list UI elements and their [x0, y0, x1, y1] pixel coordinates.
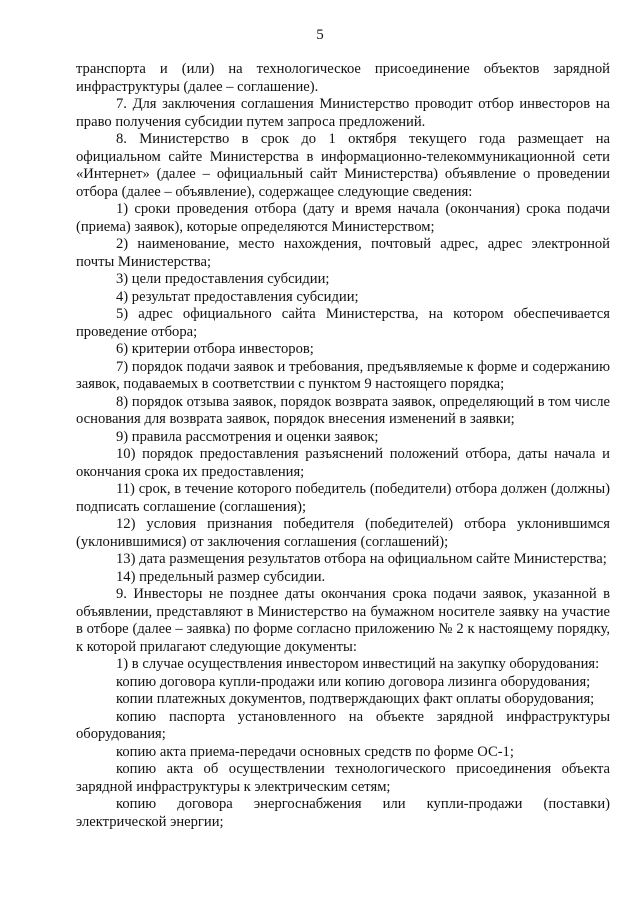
paragraph: 7) порядок подачи заявок и требования, предъявляемые к форме и содержанию заявок, подаваемых в соответствии с пунктом 9 настоящего порядка; — [76, 358, 610, 392]
paragraph: 6) критерии отбора инвесторов; — [116, 341, 314, 357]
paragraph: 1) сроки проведения отбора (дату и время начала (окончания) срока подачи (приема) заявок), которые определяются Министерством; — [76, 201, 610, 235]
paragraph: 13) дата размещения результатов отбора на официальном сайте Министерства; — [116, 551, 607, 567]
paragraph: 9) правила рассмотрения и оценки заявок; — [116, 428, 379, 445]
paragraph: 9. Инвесторы не позднее даты окончания срока подачи заявок, указанной в объявлении, представляют в Министерство на бумажном носителе заявку на участие в отборе (далее – заявка) по форме согласно приложению № 2 к настоящему порядку, к которой прилагают следующие документы: — [76, 586, 610, 655]
page-number: 5 — [316, 27, 324, 43]
paragraph: копию договора энергоснабжения или купли-продажи (поставки) электрической энергии; — [76, 796, 610, 830]
paragraph: копии платежных документов, подтверждающих факт оплаты оборудования; — [116, 691, 595, 707]
paragraph: 14) предельный размер субсидии. — [116, 568, 326, 585]
paragraph: 7. Для заключения соглашения Министерство проводит отбор инвесторов на право получения субсидии путем запроса предложений. — [76, 96, 610, 130]
paragraph: 12) условия признания победителя (победителей) отбора уклонившимся (уклонившимися) от заключения соглашения (соглашений); — [76, 516, 610, 550]
paragraph: 4) результат предоставления субсидии; — [116, 288, 359, 305]
paragraph: 3) цели предоставления субсидии; — [116, 271, 330, 287]
paragraph: копию акта об осуществлении технологического присоединения объекта зарядной инфраструктуры к электрическим сетям; — [76, 761, 610, 795]
paragraph: 10) порядок предоставления разъяснений положений отбора, даты начала и окончания срока их предоставления; — [76, 446, 610, 480]
paragraph: копию договора купли-продажи или копию договора лизинга оборудования; — [116, 673, 591, 690]
paragraph: копию акта приема-передачи основных средств по форме ОС-1; — [116, 743, 514, 760]
paragraph: 1) в случае осуществления инвестором инвестиций на закупку оборудования: — [116, 656, 600, 672]
paragraph: 11) срок, в течение которого победитель (победители) отбора должен (должны) подписать соглашение (соглашения); — [76, 481, 610, 515]
paragraph: копию паспорта установленного на объекте зарядной инфраструктуры оборудования; — [76, 708, 610, 742]
paragraph: 8) порядок отзыва заявок, порядок возврата заявок, определяющий в том числе основания для возврата заявок, порядок внесения изменений в заявки; — [76, 393, 610, 427]
document-body — [76, 61, 610, 831]
paragraph: 8. Министерство в срок до 1 октября текущего года размещает на официальном сайте Министерства в информационно-телекоммуникационной сети «Интернет» (далее – официальный сайт Министерства) объявление о проведении отбора (далее – объявление), содержащее следующие сведения: — [76, 131, 610, 200]
paragraph: 2) наименование, место нахождения, почтовый адрес, адрес электронной почты Министерства; — [76, 236, 610, 270]
paragraph: транспорта и (или) на технологическое присоединение объектов зарядной инфраструктуры (далее – соглашение). — [76, 61, 610, 95]
paragraph: 5) адрес официального сайта Министерства, на котором обеспечивается проведение отбора; — [76, 306, 610, 340]
